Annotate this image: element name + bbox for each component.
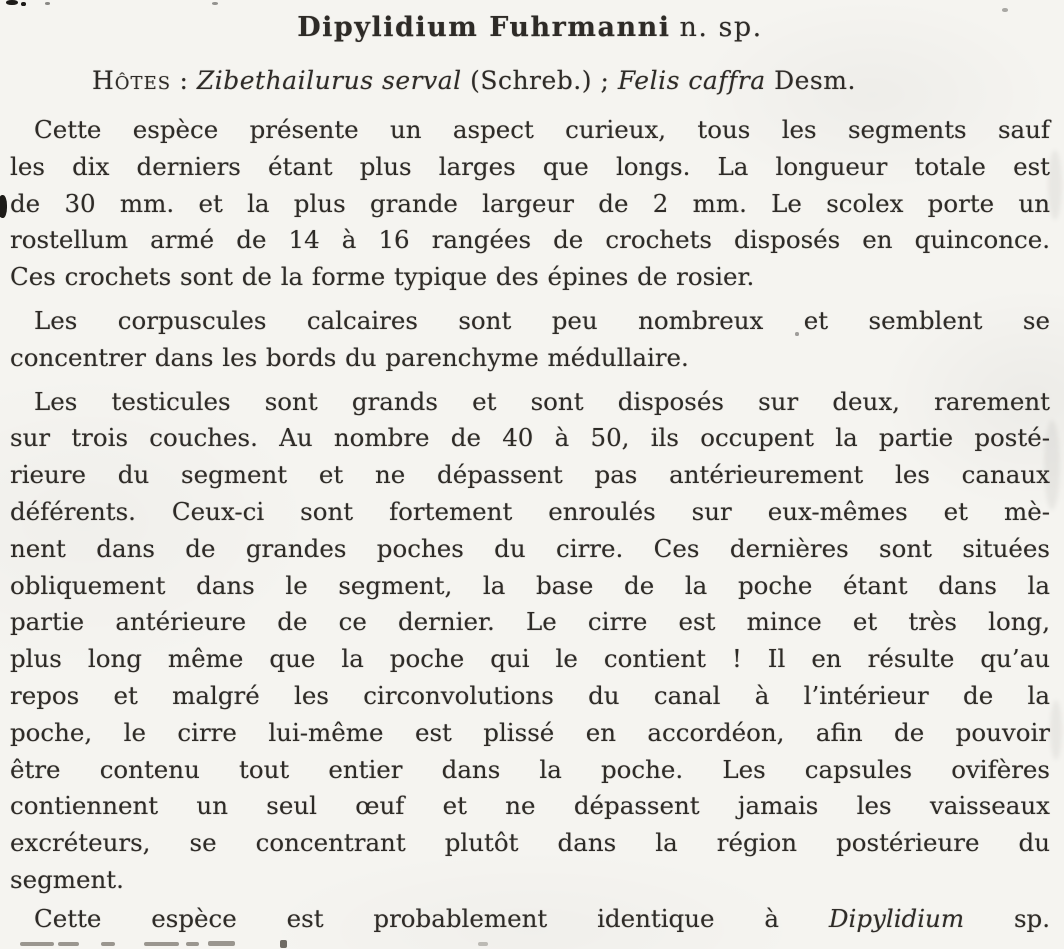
ink-speck xyxy=(6,0,18,5)
host-authority-1: (Schreb.) ; xyxy=(461,66,618,95)
ink-speck xyxy=(1002,8,1008,12)
text-line: rostellum armé de 14 à 16 rangées de crochets disposés en quinconce. xyxy=(10,225,1050,255)
text-line: repos et malgré les circonvolutions du canal à l’intérieur de la xyxy=(10,680,1050,710)
title-rank-suffix: n. sp. xyxy=(679,12,763,43)
hosts-label: Hôtes xyxy=(92,66,172,95)
closing-paragraph xyxy=(10,901,1050,938)
text-line: contiennent un seul œuf et ne dépassent jamais les vaisseaux xyxy=(10,791,1050,821)
host-species-1: Zibethailurus serval xyxy=(196,66,462,95)
species-title: Dipylidium Fuhrmanni xyxy=(297,12,671,43)
text-line: de 30 mm. et la plus grande largeur de 2 mm. Le scolex porte un xyxy=(10,188,1050,218)
page-title xyxy=(10,8,1050,48)
text-line: sur trois couches. Au nombre de 40 à 50, ils occupent la partie posté- xyxy=(10,423,1050,453)
text-line: Les corpuscules calcaires sont peu nombreux et semblent se xyxy=(34,305,1050,335)
closing-prefix: Cette espèce est probablement identique à xyxy=(34,903,829,933)
text-line: Ces crochets sont de la forme typique des épines de rosier. xyxy=(10,262,755,292)
paragraph xyxy=(10,112,1050,296)
text-line: déférents. Ceux-ci sont fortement enroulés sur eux-mêmes et mè- xyxy=(10,496,1050,526)
ink-blot xyxy=(0,195,7,218)
text-line: Cette espèce présente un aspect curieux, tous les segments sauf xyxy=(34,115,1050,144)
body-text xyxy=(10,112,1050,899)
closing-suffix: sp. xyxy=(964,903,1050,933)
paragraph xyxy=(10,384,1050,899)
ink-speck xyxy=(21,2,26,6)
text-line: rieure du segment et ne dépassent pas antérieurement les canaux xyxy=(10,460,1050,490)
scan-smudge xyxy=(1050,700,1062,760)
hosts-separator: : xyxy=(171,66,197,95)
text-line: segment. xyxy=(10,864,124,894)
text-line: poche, le cirre lui-même est plissé en accordéon, afin de pouvoir xyxy=(10,717,1050,747)
text-line: partie antérieure de ce dernier. Le cirre est mince et très long, xyxy=(10,607,1050,637)
scan-smudge xyxy=(1044,420,1060,510)
scan-smudge xyxy=(1048,150,1062,220)
text-line: concentrer dans les bords du parenchyme médullaire. xyxy=(10,342,689,372)
ink-speck xyxy=(45,2,50,5)
text-line: être contenu tout entier dans la poche. Les capsules ovifères xyxy=(10,754,1050,784)
text-line: obliquement dans le segment, la base de la poche étant dans la xyxy=(10,570,1050,600)
closing-species-italic: Dipylidium xyxy=(828,903,965,933)
text-line: Les testicules sont grands et sont disposés sur deux, rarement xyxy=(34,386,1050,416)
host-species-2: Felis caffra xyxy=(617,66,766,95)
text-line xyxy=(10,901,1050,938)
host-authority-2: Desm. xyxy=(765,66,856,95)
text-line: les dix derniers étant plus larges que longs. La longueur totale est xyxy=(10,151,1050,181)
ink-speck xyxy=(795,332,799,336)
text-line: plus long même que la poche qui le contient ! Il en résulte qu’au xyxy=(10,644,1050,674)
cutoff-line-artifact xyxy=(18,940,498,949)
paragraph xyxy=(10,303,1050,377)
text-line: nent dans de grandes poches du cirre. Ces dernières sont situées xyxy=(10,533,1050,563)
text-line: excréteurs, se concentrant plutôt dans la région postérieure du xyxy=(10,828,1050,858)
ink-speck xyxy=(212,2,218,5)
hosts-line xyxy=(92,64,1050,98)
